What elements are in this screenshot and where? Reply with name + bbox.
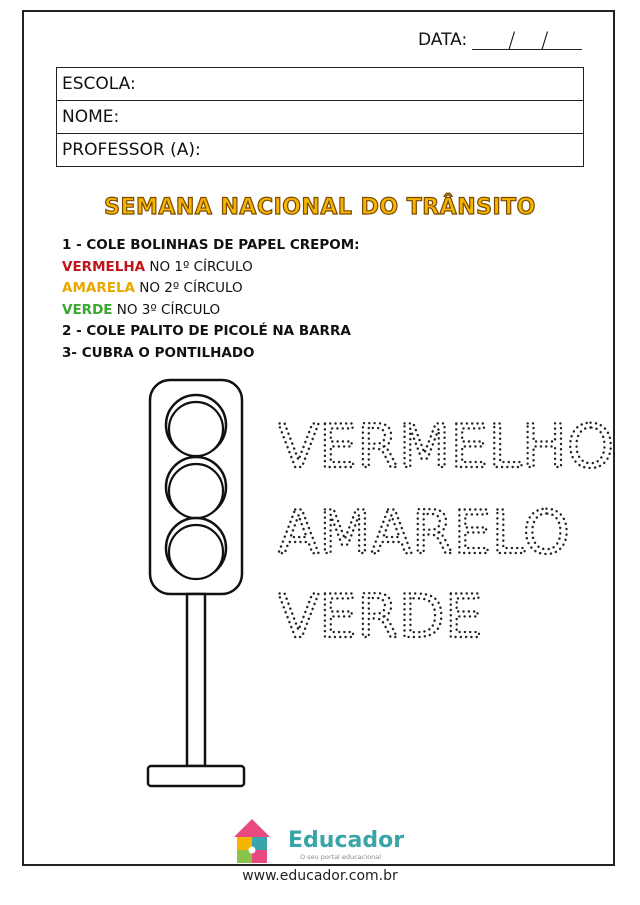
teacher-label: PROFESSOR (A): — [62, 140, 201, 160]
brand-tagline: O seu portal educacional — [300, 853, 381, 861]
traffic-light-drawing — [145, 378, 255, 798]
instruction-step-2: 2 - COLE PALITO DE PICOLÉ NA BARRA — [62, 323, 351, 340]
name-label: NOME: — [62, 107, 120, 127]
identification-form — [56, 67, 584, 167]
traffic-light-pole[interactable] — [187, 594, 205, 766]
instructions — [62, 235, 360, 365]
green-word: VERDE — [62, 301, 113, 318]
school-field[interactable] — [57, 68, 583, 101]
website-link[interactable]: www.educador.com.br — [242, 868, 398, 884]
teacher-field[interactable] — [57, 134, 583, 167]
instruction-red — [62, 257, 360, 279]
red-word: VERMELHA — [62, 258, 146, 275]
school-label: ESCOLA: — [62, 74, 136, 94]
instruction-step-3: 3- CUBRA O PONTILHADO — [62, 344, 255, 361]
brand-name: Educador — [288, 828, 405, 853]
trace-word-verde[interactable]: VERDE — [278, 582, 483, 652]
traffic-light-circle-3[interactable] — [166, 518, 226, 579]
title-text: SEMANA NACIONAL DO TRÂNSITO — [104, 195, 536, 220]
name-field[interactable] — [57, 101, 583, 134]
date-separator: / — [508, 29, 516, 54]
date-label: DATA: — [418, 30, 468, 50]
tracing-area — [272, 412, 615, 655]
trace-word-amarelo[interactable]: AMARELO — [278, 498, 570, 568]
yellow-rest: NO 2º CÍRCULO — [135, 280, 243, 297]
traffic-light-circle-2[interactable] — [166, 457, 226, 518]
educador-logo — [228, 815, 408, 867]
trace-word-vermelho[interactable]: VERMELHO — [278, 412, 615, 482]
green-rest: NO 3º CÍRCULO — [112, 301, 221, 318]
date-separator: / — [541, 29, 549, 54]
puzzle-house-icon — [234, 819, 270, 863]
instruction-yellow — [62, 278, 360, 300]
yellow-word: AMARELA — [62, 280, 135, 297]
instruction-green — [62, 300, 360, 322]
page-title — [0, 188, 640, 224]
red-rest: NO 1º CÍRCULO — [145, 258, 253, 275]
traffic-light-base — [148, 766, 244, 786]
date-field[interactable] — [472, 49, 582, 50]
traffic-light-circle-1[interactable] — [166, 395, 226, 456]
instruction-step-1: 1 - COLE BOLINHAS DE PAPEL CREPOM: — [62, 237, 360, 253]
